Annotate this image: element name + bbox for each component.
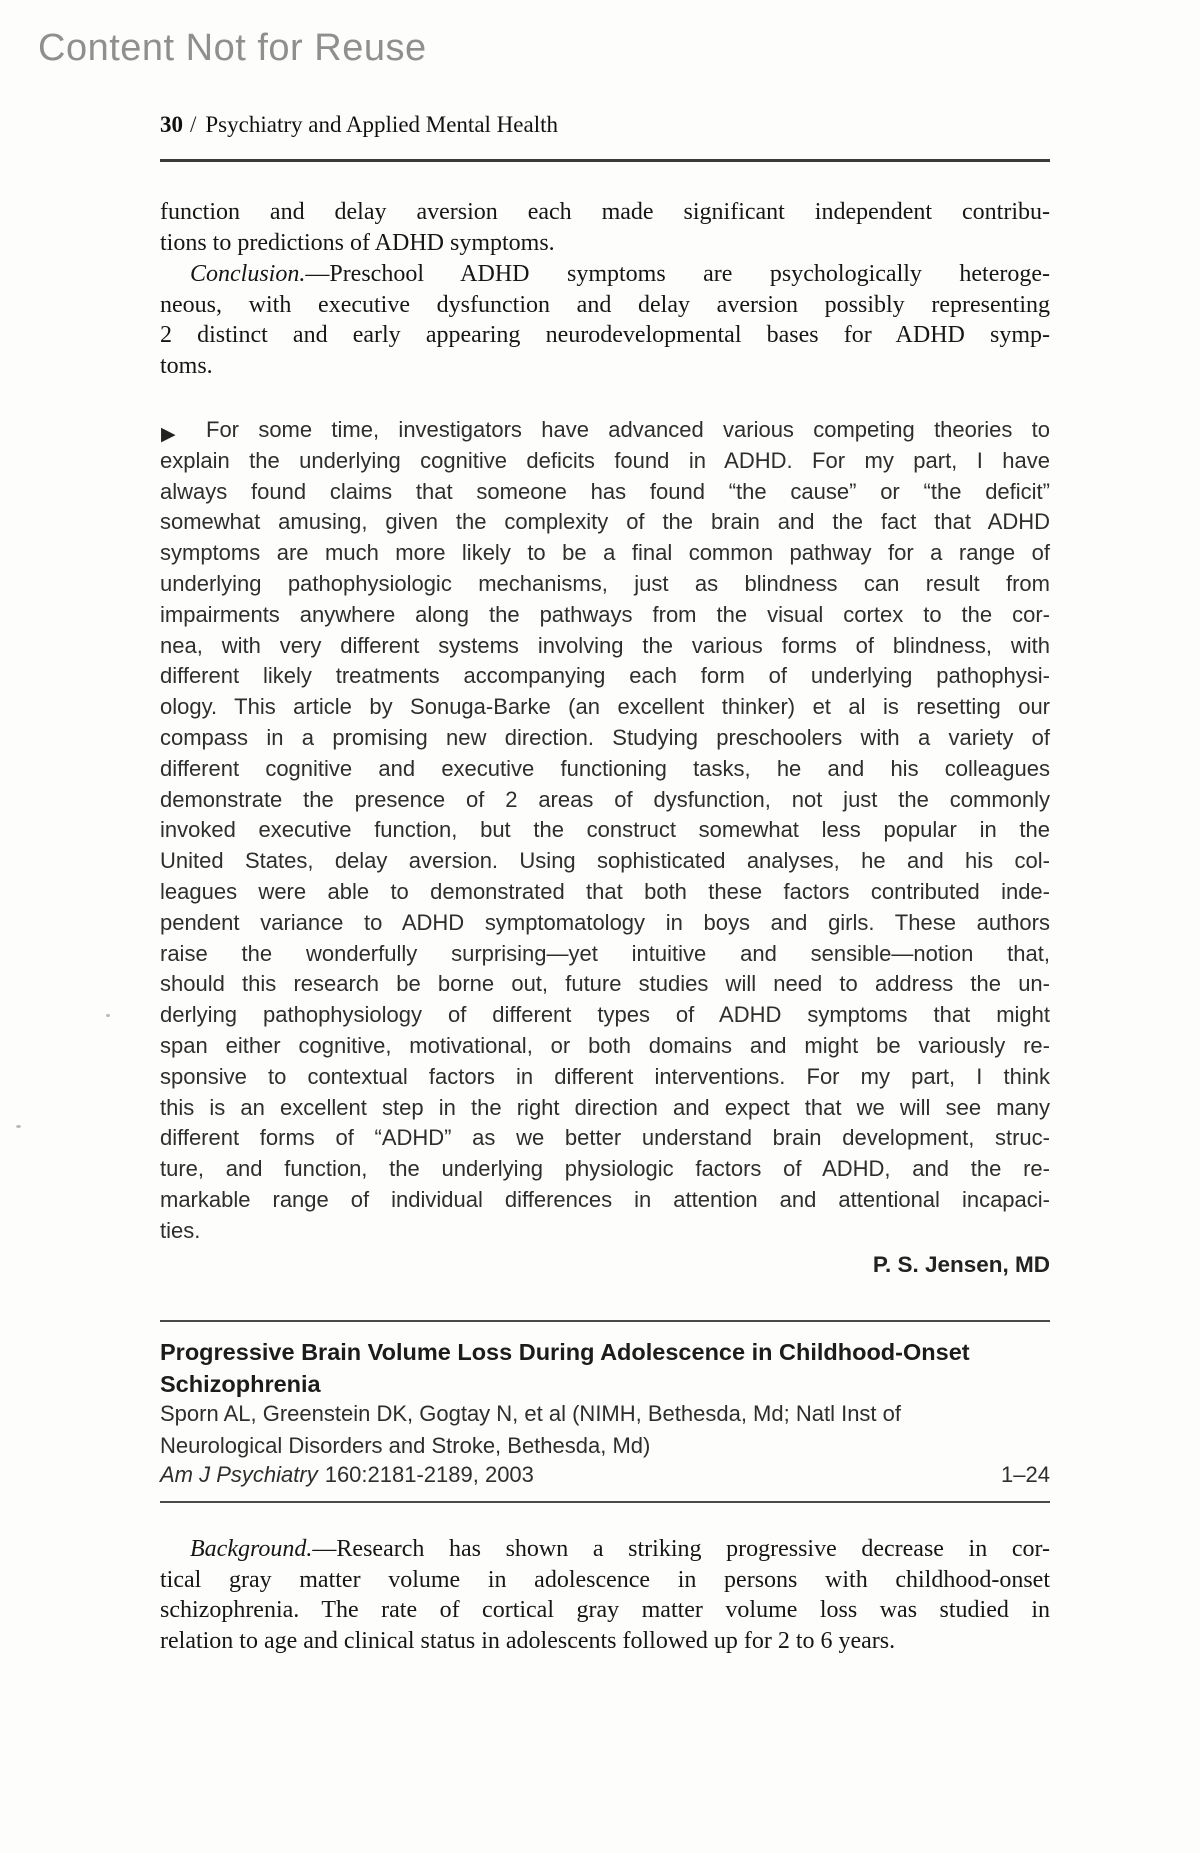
watermark-text: Content Not for Reuse — [38, 27, 427, 69]
citation-authors — [160, 1398, 1050, 1462]
text-line: sponsive to contextual factors in different interventions. For my part, I think — [160, 1063, 1050, 1089]
text-line: different likely treatments accompanying each form of underlying pathophysi- — [160, 663, 1050, 689]
text-line: relation to age and clinical status in adolescents followed up for 2 to 6 years. — [160, 1627, 896, 1654]
running-head — [160, 112, 1050, 138]
text-line: schizophrenia. The rate of cortical gray matter volume loss was studied in — [160, 1597, 1050, 1623]
text-line: Neurological Disorders and Stroke, Bethesda, Md) — [160, 1433, 651, 1458]
text-line: invoked executive function, but the construct somewhat less popular in the — [160, 817, 1050, 843]
abstract-results-paragraph — [160, 197, 1050, 258]
journal-reference — [160, 1460, 534, 1491]
text-line: this is an excellent step in the right direction and expect that we will see many — [160, 1094, 1050, 1120]
text-line: United States, delay aversion. Using sophisticated analyses, he and his col- — [160, 848, 1050, 874]
scan-speck — [16, 1125, 21, 1128]
commentary-block — [160, 415, 1050, 1247]
text-line: Sporn AL, Greenstein DK, Gogtay N, et al (NIMH, Bethesda, Md; Natl Inst of — [160, 1401, 901, 1426]
text-line: function and delay aversion each made significant independent contribu- — [160, 199, 1050, 225]
background-paragraph — [160, 1534, 1050, 1656]
text-line: ology. This article by Sonuga-Barke (an excellent thinker) et al is resetting our — [160, 694, 1050, 720]
citation-journal-line — [160, 1460, 1050, 1491]
text-line: ties. — [160, 1217, 201, 1243]
text-line: symptoms are much more likely to be a final common pathway for a range of — [160, 540, 1050, 566]
reference-number: 1–24 — [1001, 1462, 1050, 1487]
abstract-conclusion-paragraph — [160, 259, 1050, 381]
text-line: compass in a promising new direction. Studying preschoolers with a variety of — [160, 724, 1050, 750]
text-line: toms. — [160, 352, 213, 379]
text-line: derlying pathophysiology of different types of ADHD symptoms that might — [160, 1002, 1050, 1028]
commentary-text — [160, 415, 1050, 1247]
text-line: different forms of “ADHD” as we better understand brain development, struc- — [160, 1125, 1050, 1151]
text-line: somewhat amusing, given the complexity of the brain and the fact that ADHD — [160, 509, 1050, 535]
text-line: For some time, investigators have advanced various competing theories to — [206, 417, 1050, 442]
text-line: Progressive Brain Volume Loss During Adolescence in Childhood-Onset — [160, 1339, 970, 1365]
citation-title — [160, 1336, 1050, 1400]
text-line: tical gray matter volume in adolescence in persons with childhood-onset — [160, 1566, 1050, 1593]
journal-name: Am J Psychiatry — [160, 1462, 318, 1487]
running-head-rule — [160, 159, 1050, 162]
text-line: pendent variance to ADHD symptomatology in boys and girls. These authors — [160, 909, 1050, 935]
citation-bottom-rule — [160, 1501, 1050, 1503]
text-line: demonstrate the presence of 2 areas of dysfunction, not just the commonly — [160, 786, 1050, 812]
text-line: explain the underlying cognitive deficits found in ADHD. For my part, I have — [160, 447, 1050, 473]
paragraph-lead-italic: Conclusion. — [190, 261, 306, 287]
text-line: 2 distinct and early appearing neurodevelopmental bases for ADHD symp- — [160, 322, 1050, 349]
text-line: nea, with very different systems involving the various forms of blindness, with — [160, 632, 1050, 658]
text-line: raise the wonderfully surprising—yet intuitive and sensible—notion that, — [160, 940, 1050, 966]
text-line: tions to predictions of ADHD symptoms. — [160, 229, 555, 256]
text-line: always found claims that someone has found “the cause” or “the deficit” — [160, 478, 1050, 504]
text-line: markable range of individual differences in attention and attentional incapaci- — [160, 1186, 1050, 1212]
commentary-author-signature: P. S. Jensen, MD — [872, 1252, 1050, 1277]
text-line: Background.—Research has shown a striking progressive decrease in cor- — [190, 1536, 1050, 1562]
running-head-separator: / — [190, 112, 197, 137]
paragraph-lead-italic: Background. — [190, 1536, 313, 1562]
commentary-marker-icon: ▶ — [161, 424, 176, 445]
citation-top-rule — [160, 1320, 1050, 1322]
text-line: ture, and function, the underlying physiologic factors of ADHD, and the re- — [160, 1156, 1050, 1182]
text-line: different cognitive and executive functioning tasks, he and his colleagues — [160, 755, 1050, 781]
text-line: neous, with executive dysfunction and delay aversion possibly representing — [160, 291, 1050, 318]
text-line: leagues were able to demonstrated that both these factors contributed inde- — [160, 878, 1050, 904]
text-line: Conclusion.—Preschool ADHD symptoms are psychologically heteroge- — [190, 261, 1050, 287]
text-line: impairments anywhere along the pathways from the visual cortex to the cor- — [160, 601, 1050, 627]
text-line: underlying pathophysiologic mechanisms, just as blindness can result from — [160, 570, 1050, 596]
text-line: Schizophrenia — [160, 1371, 321, 1397]
running-head-title: Psychiatry and Applied Mental Health — [205, 112, 558, 137]
text-line: should this research be borne out, future studies will need to address the un- — [160, 971, 1050, 997]
scan-speck — [106, 1014, 110, 1017]
journal-volume-pages: 160:2181-2189, 2003 — [324, 1462, 534, 1487]
page-number: 30 — [160, 112, 183, 137]
text-line: span either cognitive, motivational, or both domains and might be variously re- — [160, 1032, 1050, 1058]
